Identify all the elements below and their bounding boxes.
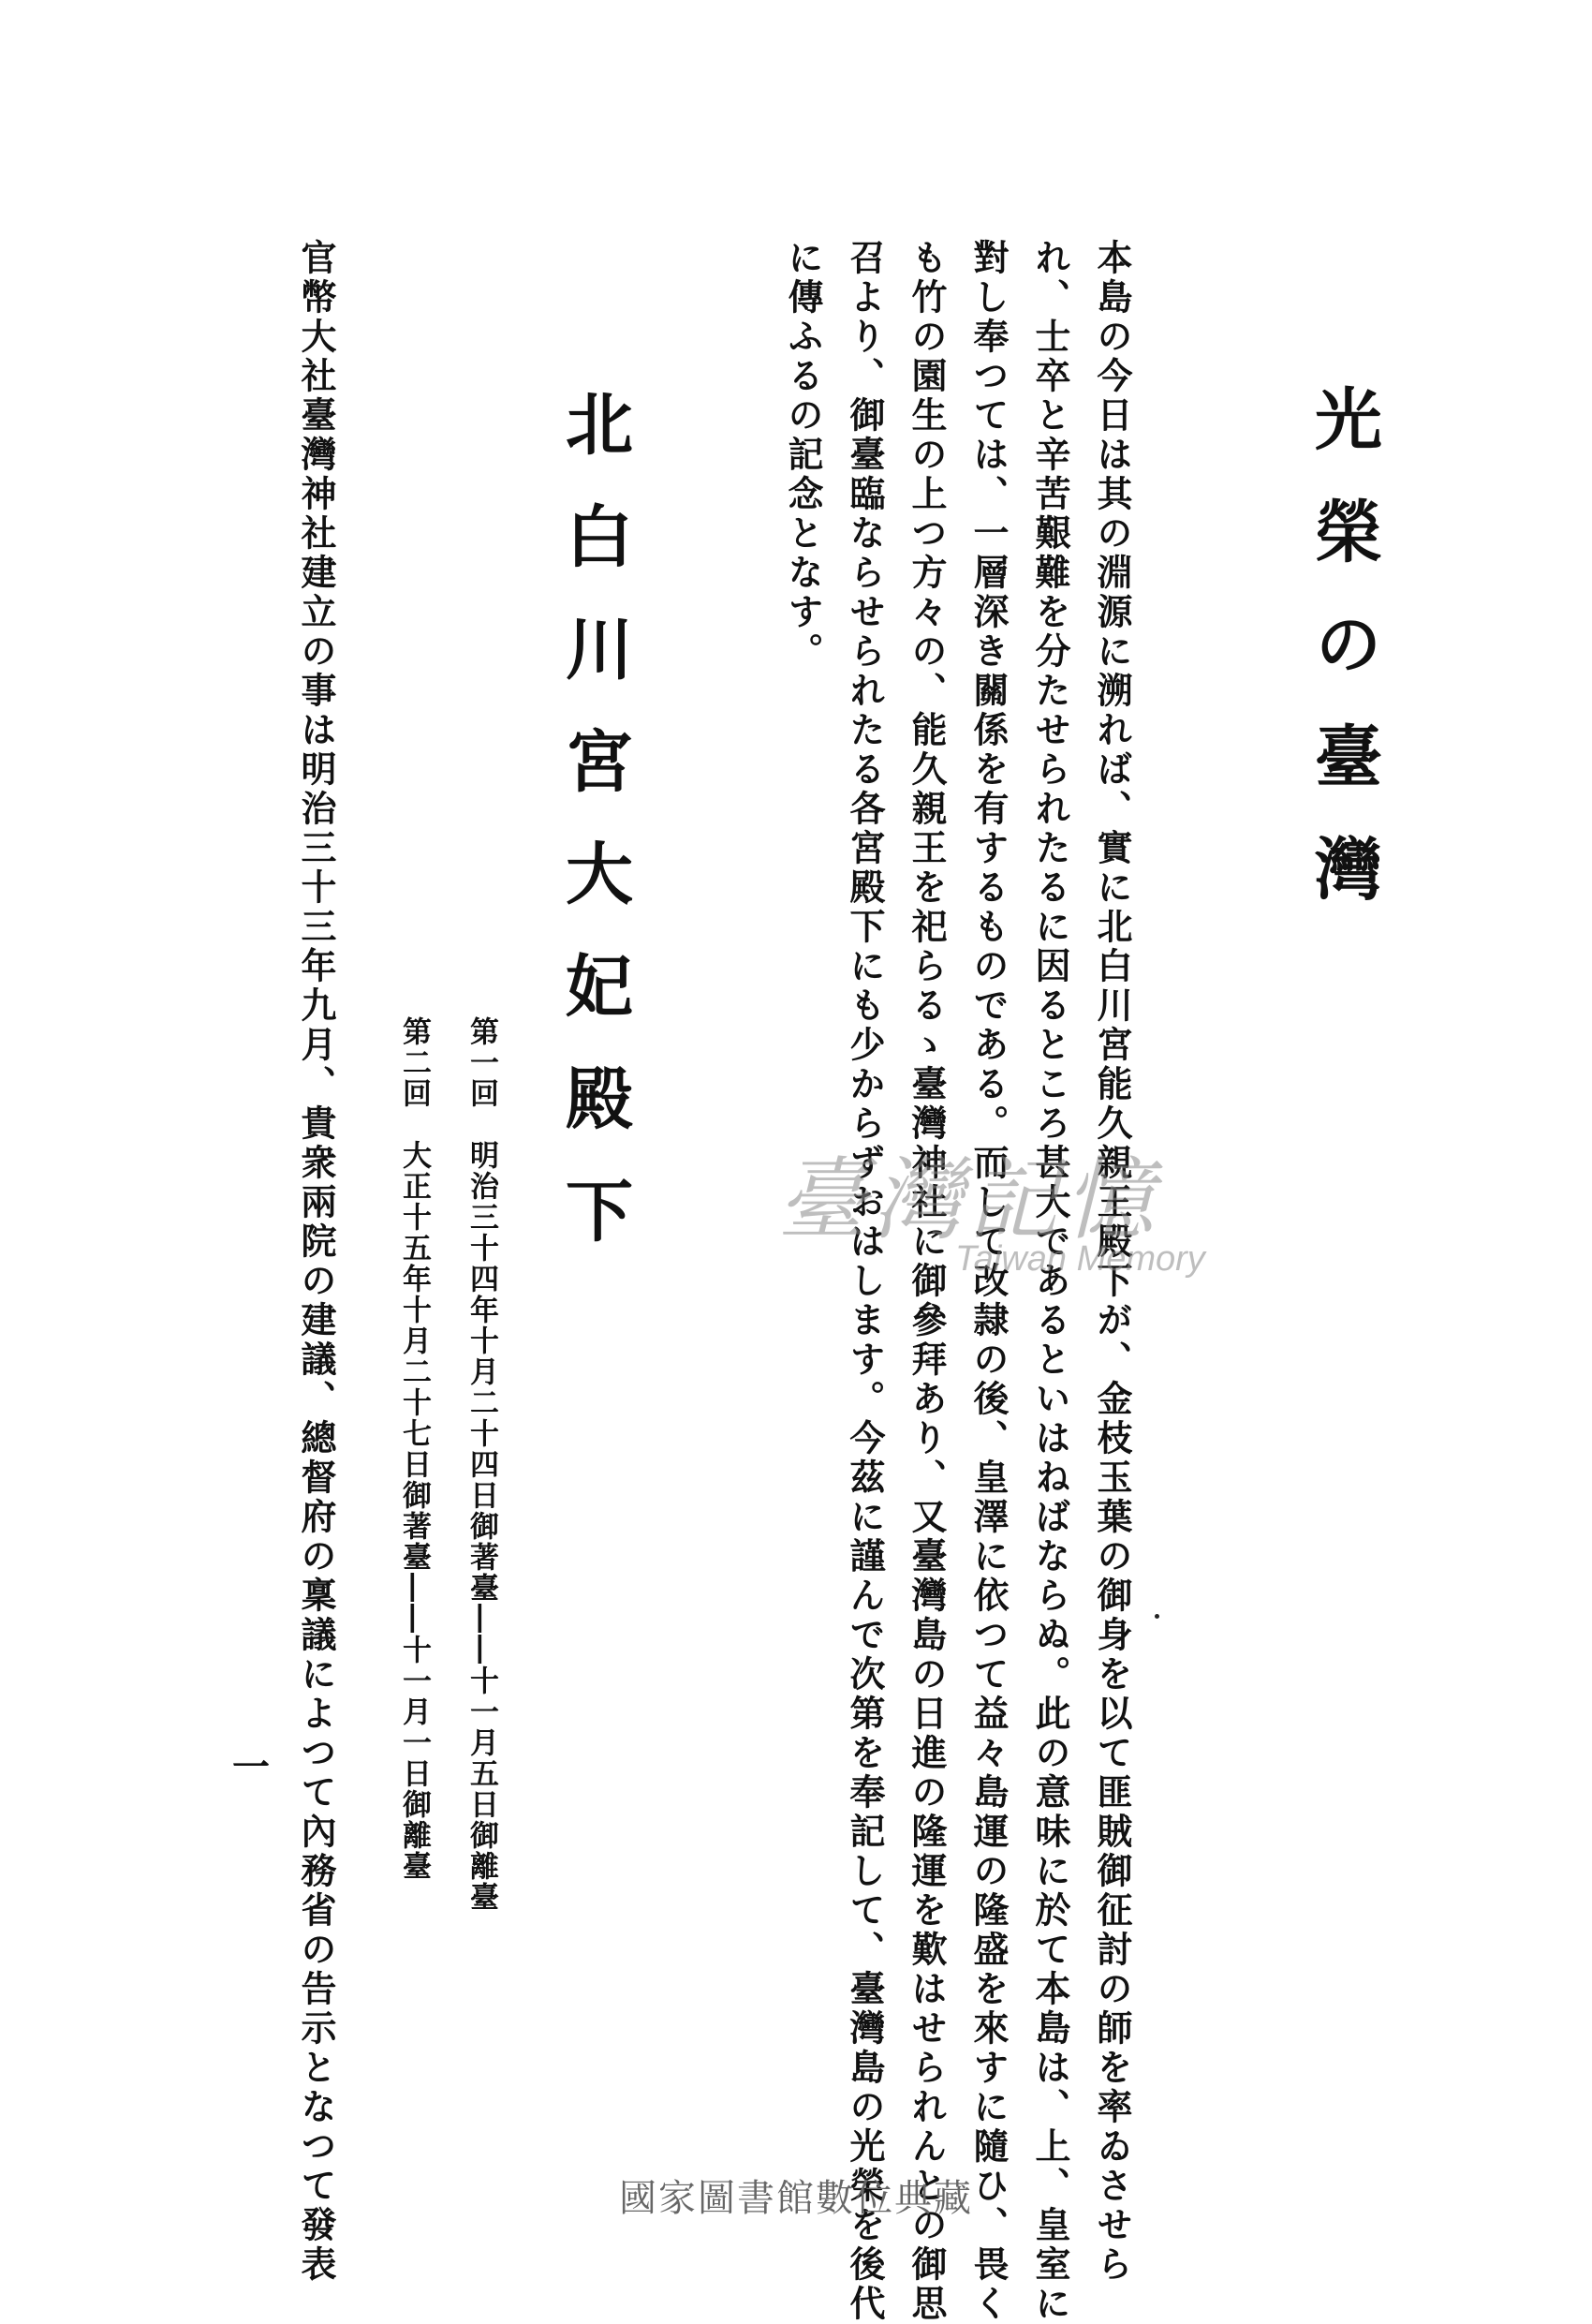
article-title-kitashirakawa: 北白川宮大妃殿下 — [554, 389, 634, 1288]
visit-record-2: 第二回 大正十五年十月二十七日御著臺――十一月一日御離臺 — [397, 1016, 431, 1882]
watermark-latin-text: Taiwan Memory — [955, 1239, 1205, 1279]
article-body-line-3: 對し奉つては、一層深き關係を有するものである。而して改隷の後、皇澤に依つて益々島運の隆盛を來すに隨ひ、畏く — [967, 239, 1010, 2324]
article-body-line-6: に傳ふるの記念となす。 — [782, 239, 824, 672]
visit-record-1: 第一回 明治三十四年十月二十四日御著臺――十一月五日御離臺 — [464, 1016, 498, 1913]
page-number: 一 — [232, 1745, 270, 1789]
article-body-line-5: 召より、御臺臨ならせられたる各宮殿下にも少からずおはします。今茲に謹んで次第を奉記して、臺灣島の光榮を後代 — [844, 239, 886, 2324]
watermark-chinese-text: 臺灣記憶 — [777, 1147, 1159, 1252]
article-body-line-4: も竹の園生の上つ方々の、能久親王を祀らるゝ臺灣神社に御參拜あり、又臺灣島の日進の隆運を歎はせられんとの御思 — [906, 239, 948, 2324]
article-title-glory-of-taiwan: 光榮の臺灣 — [1304, 384, 1383, 946]
ink-speck — [1155, 1614, 1159, 1619]
article-body-line-1: 本島の今日は其の淵源に溯れば、實に北白川宮能久親王殿下が、金枝玉葉の御身を以て匪賊御征討の師を率ゐさせら — [1091, 239, 1133, 2285]
article-body-line-2: れ、士卒と辛苦艱難を分たせられたるに因るところ甚大であるといはねばならぬ。此の意味に於て本島は、上、皇室に — [1029, 239, 1071, 2324]
article2-body-line-1: 官幣大社臺灣神社建立の事は明治三十三年九月、貴衆兩院の建議、總督府の稟議によつて內務省の告示となつて發表 — [295, 239, 337, 2285]
library-footer: 國家圖書館數位典藏 — [619, 2177, 973, 2220]
